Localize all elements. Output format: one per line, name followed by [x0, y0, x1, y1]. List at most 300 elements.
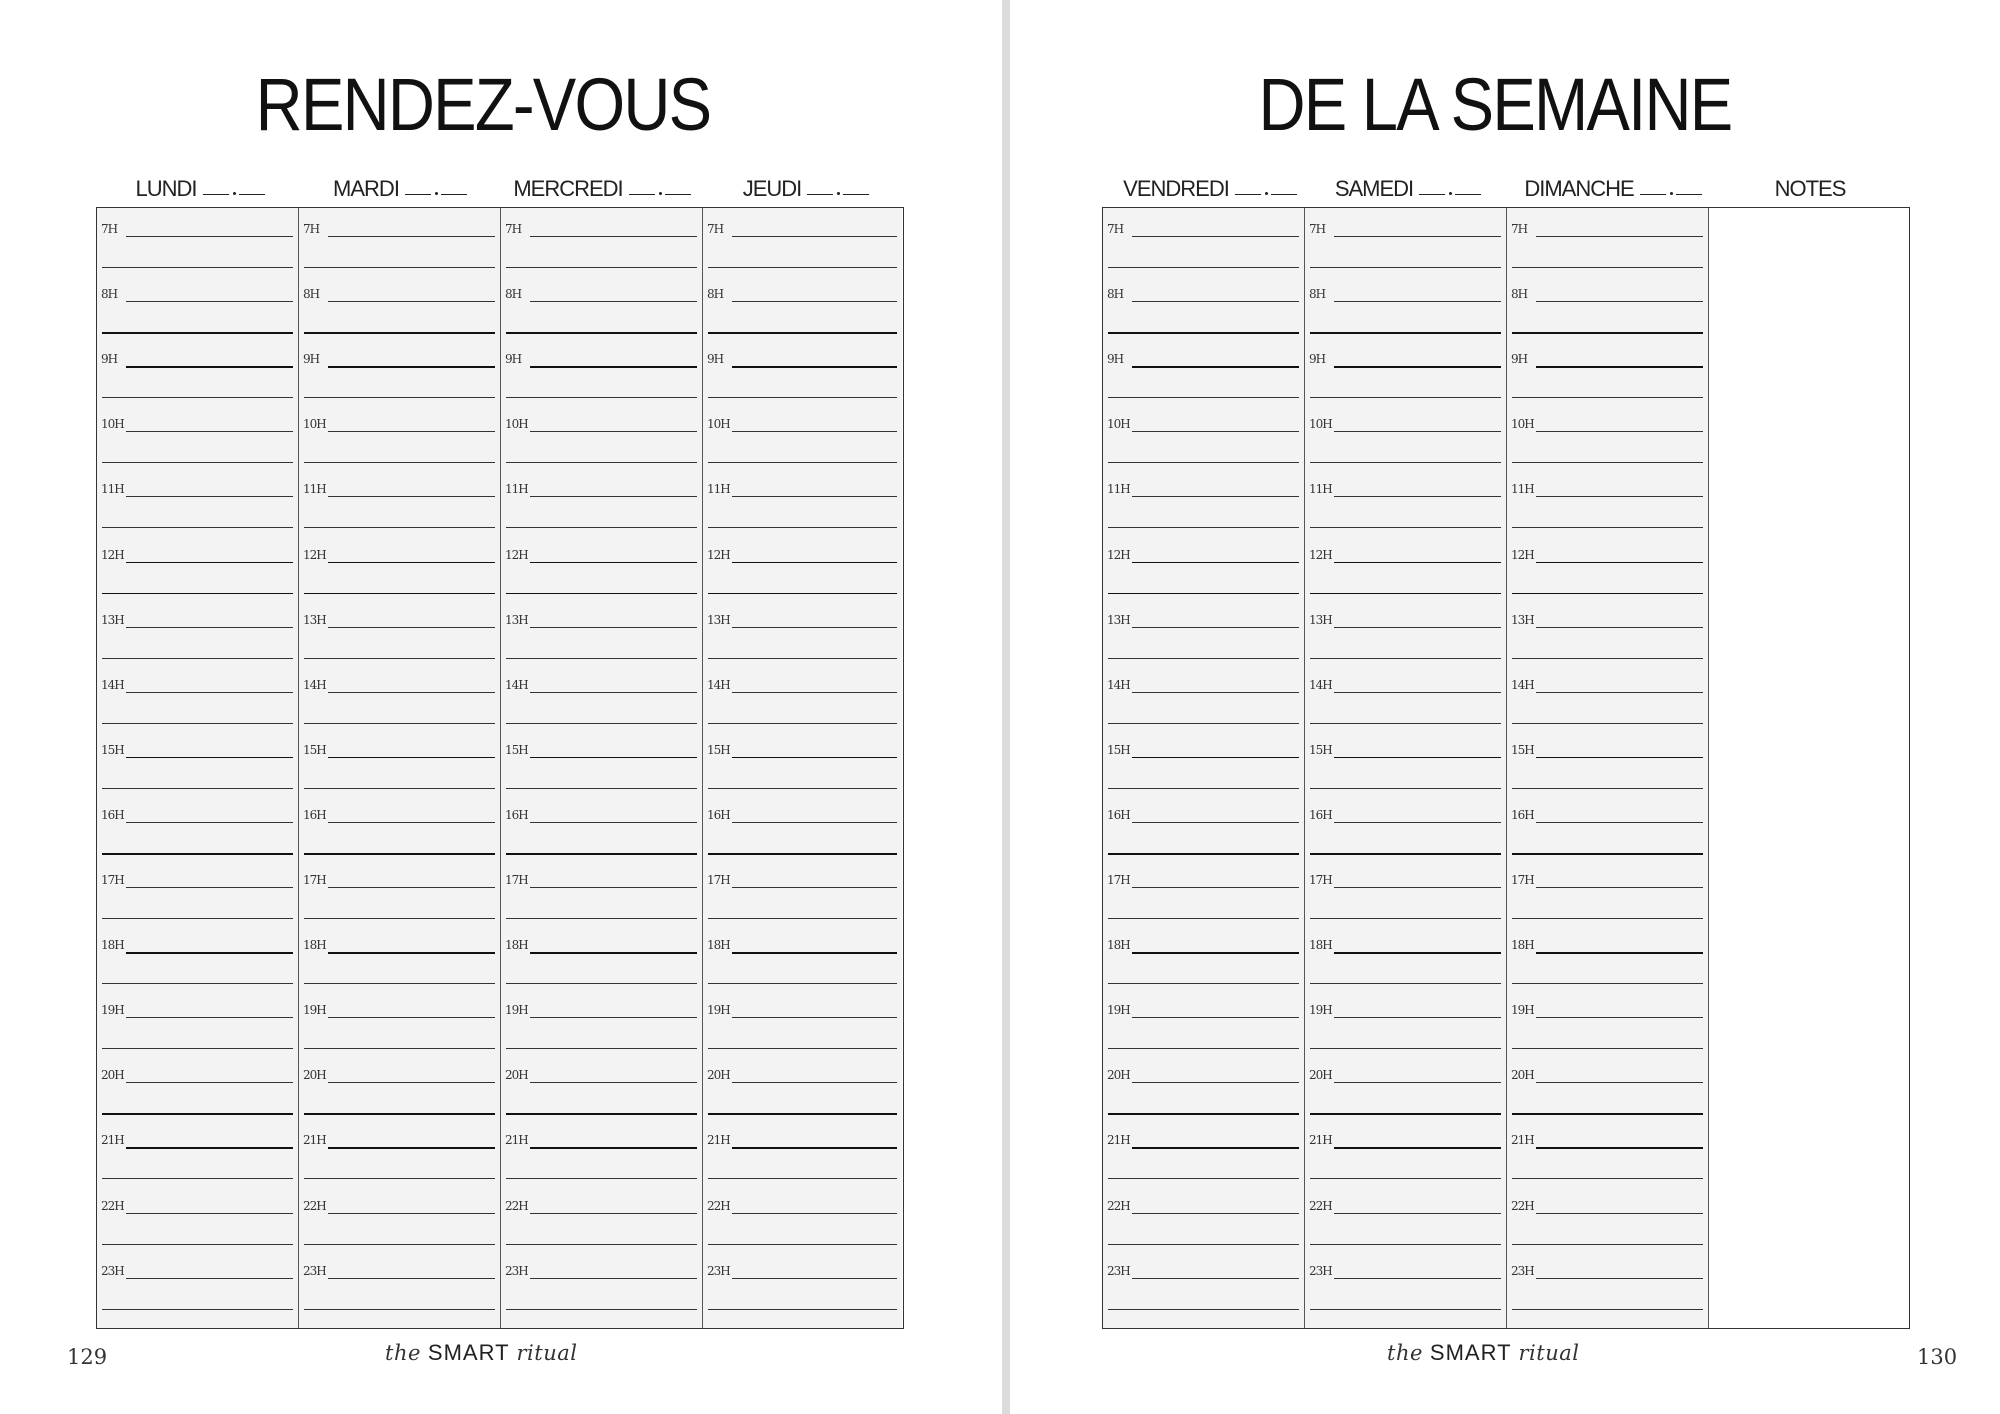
writing-line[interactable]	[1132, 562, 1299, 564]
writing-line[interactable]	[708, 397, 897, 398]
writing-line[interactable]	[1310, 983, 1501, 984]
writing-line[interactable]	[530, 366, 697, 368]
writing-line[interactable]	[304, 397, 495, 398]
writing-line[interactable]	[1334, 236, 1501, 237]
writing-line[interactable]	[506, 658, 697, 659]
time-slot[interactable]	[1507, 865, 1708, 930]
writing-line[interactable]	[1334, 1213, 1501, 1214]
time-slot[interactable]	[97, 540, 298, 605]
writing-line[interactable]	[126, 1147, 293, 1149]
writing-line[interactable]	[1310, 1113, 1501, 1115]
writing-line[interactable]	[530, 562, 697, 564]
writing-line[interactable]	[530, 1082, 697, 1083]
writing-line[interactable]	[708, 918, 897, 919]
time-slot[interactable]	[1103, 1060, 1304, 1125]
writing-line[interactable]	[708, 1113, 897, 1115]
time-slot[interactable]	[1305, 409, 1506, 474]
time-slot[interactable]	[703, 995, 902, 1060]
writing-line[interactable]	[1108, 397, 1299, 398]
writing-line[interactable]	[708, 1178, 897, 1179]
writing-line[interactable]	[328, 627, 495, 628]
time-slot[interactable]	[1305, 605, 1506, 670]
writing-line[interactable]	[328, 366, 495, 368]
writing-line[interactable]	[126, 301, 293, 302]
time-slot[interactable]	[299, 540, 500, 605]
time-slot[interactable]	[703, 670, 902, 735]
writing-line[interactable]	[126, 496, 293, 497]
date-blank[interactable]	[1235, 180, 1297, 196]
writing-line[interactable]	[304, 723, 495, 724]
writing-line[interactable]	[506, 918, 697, 919]
writing-line[interactable]	[102, 527, 293, 528]
time-slot[interactable]	[97, 930, 298, 995]
writing-line[interactable]	[102, 332, 293, 334]
writing-line[interactable]	[1310, 332, 1501, 334]
writing-line[interactable]	[328, 757, 495, 759]
writing-line[interactable]	[1536, 952, 1703, 954]
writing-line[interactable]	[102, 918, 293, 919]
writing-line[interactable]	[732, 366, 897, 368]
writing-line[interactable]	[708, 983, 897, 984]
writing-line[interactable]	[506, 462, 697, 463]
writing-line[interactable]	[304, 918, 495, 919]
writing-line[interactable]	[1536, 1147, 1703, 1149]
time-slot[interactable]	[501, 344, 702, 409]
writing-line[interactable]	[1132, 366, 1299, 368]
writing-line[interactable]	[1536, 887, 1703, 888]
writing-line[interactable]	[1512, 462, 1703, 463]
writing-line[interactable]	[1536, 1017, 1703, 1018]
time-slot[interactable]	[1103, 1125, 1304, 1190]
time-slot[interactable]	[703, 1191, 902, 1256]
time-slot[interactable]	[1103, 214, 1304, 279]
writing-line[interactable]	[126, 757, 293, 759]
writing-line[interactable]	[1310, 723, 1501, 724]
writing-line[interactable]	[1310, 267, 1501, 268]
writing-line[interactable]	[708, 1244, 897, 1245]
writing-line[interactable]	[530, 236, 697, 237]
writing-line[interactable]	[304, 1178, 495, 1179]
writing-line[interactable]	[1132, 757, 1299, 759]
time-slot[interactable]	[1507, 930, 1708, 995]
writing-line[interactable]	[1132, 236, 1299, 237]
writing-line[interactable]	[304, 267, 495, 268]
writing-line[interactable]	[1108, 462, 1299, 463]
writing-line[interactable]	[506, 1244, 697, 1245]
writing-line[interactable]	[1512, 723, 1703, 724]
writing-line[interactable]	[506, 1048, 697, 1049]
writing-line[interactable]	[1310, 1309, 1501, 1310]
time-slot[interactable]	[1305, 344, 1506, 409]
time-slot[interactable]	[1305, 540, 1506, 605]
time-slot[interactable]	[97, 474, 298, 539]
time-slot[interactable]	[1103, 930, 1304, 995]
writing-line[interactable]	[1108, 1244, 1299, 1245]
writing-line[interactable]	[732, 692, 897, 693]
writing-line[interactable]	[304, 1244, 495, 1245]
writing-line[interactable]	[530, 301, 697, 302]
writing-line[interactable]	[328, 692, 495, 693]
writing-line[interactable]	[126, 431, 293, 432]
writing-line[interactable]	[126, 887, 293, 888]
time-slot[interactable]	[97, 1256, 298, 1321]
writing-line[interactable]	[708, 462, 897, 463]
time-slot[interactable]	[299, 1060, 500, 1125]
writing-line[interactable]	[102, 397, 293, 398]
writing-line[interactable]	[304, 853, 495, 855]
writing-line[interactable]	[1108, 983, 1299, 984]
writing-line[interactable]	[1132, 431, 1299, 432]
time-slot[interactable]	[97, 865, 298, 930]
time-slot[interactable]	[1103, 474, 1304, 539]
writing-line[interactable]	[1536, 366, 1703, 368]
time-slot[interactable]	[1507, 1060, 1708, 1125]
writing-line[interactable]	[1512, 983, 1703, 984]
writing-line[interactable]	[530, 496, 697, 497]
writing-line[interactable]	[530, 822, 697, 823]
writing-line[interactable]	[1132, 1278, 1299, 1279]
writing-line[interactable]	[1536, 562, 1703, 564]
time-slot[interactable]	[501, 1256, 702, 1321]
time-slot[interactable]	[299, 344, 500, 409]
writing-line[interactable]	[102, 853, 293, 855]
writing-line[interactable]	[1310, 658, 1501, 659]
time-slot[interactable]	[501, 1060, 702, 1125]
time-slot[interactable]	[1103, 605, 1304, 670]
time-slot[interactable]	[1305, 1060, 1506, 1125]
writing-line[interactable]	[530, 1017, 697, 1018]
writing-line[interactable]	[1334, 1082, 1501, 1083]
writing-line[interactable]	[732, 562, 897, 564]
time-slot[interactable]	[299, 670, 500, 735]
writing-line[interactable]	[1536, 1278, 1703, 1279]
writing-line[interactable]	[530, 1213, 697, 1214]
writing-line[interactable]	[1334, 1278, 1501, 1279]
writing-line[interactable]	[1132, 887, 1299, 888]
time-slot[interactable]	[299, 409, 500, 474]
writing-line[interactable]	[126, 952, 293, 954]
writing-line[interactable]	[1334, 692, 1501, 693]
time-slot[interactable]	[703, 865, 902, 930]
writing-line[interactable]	[1108, 593, 1299, 595]
writing-line[interactable]	[708, 723, 897, 724]
time-slot[interactable]	[1305, 474, 1506, 539]
writing-line[interactable]	[732, 236, 897, 237]
writing-line[interactable]	[530, 1147, 697, 1149]
writing-line[interactable]	[732, 431, 897, 432]
time-slot[interactable]	[97, 800, 298, 865]
time-slot[interactable]	[703, 214, 902, 279]
writing-line[interactable]	[1132, 822, 1299, 823]
writing-line[interactable]	[304, 1309, 495, 1310]
writing-line[interactable]	[328, 1017, 495, 1018]
writing-line[interactable]	[126, 366, 293, 368]
writing-line[interactable]	[1132, 496, 1299, 497]
time-slot[interactable]	[299, 995, 500, 1060]
writing-line[interactable]	[1512, 397, 1703, 398]
time-slot[interactable]	[703, 1125, 902, 1190]
writing-line[interactable]	[732, 627, 897, 628]
writing-line[interactable]	[1310, 1178, 1501, 1179]
time-slot[interactable]	[703, 735, 902, 800]
writing-line[interactable]	[1536, 627, 1703, 628]
writing-line[interactable]	[506, 527, 697, 528]
writing-line[interactable]	[732, 822, 897, 823]
time-slot[interactable]	[501, 409, 702, 474]
writing-line[interactable]	[1310, 1244, 1501, 1245]
writing-line[interactable]	[1334, 822, 1501, 823]
time-slot[interactable]	[1305, 1191, 1506, 1256]
writing-line[interactable]	[102, 788, 293, 789]
writing-line[interactable]	[328, 431, 495, 432]
time-slot[interactable]	[299, 605, 500, 670]
time-slot[interactable]	[97, 279, 298, 344]
writing-line[interactable]	[506, 332, 697, 334]
time-slot[interactable]	[501, 1125, 702, 1190]
writing-line[interactable]	[1108, 918, 1299, 919]
writing-line[interactable]	[328, 301, 495, 302]
time-slot[interactable]	[703, 540, 902, 605]
time-slot[interactable]	[97, 409, 298, 474]
writing-line[interactable]	[1536, 757, 1703, 759]
time-slot[interactable]	[1305, 1256, 1506, 1321]
writing-line[interactable]	[1536, 1082, 1703, 1083]
time-slot[interactable]	[1507, 409, 1708, 474]
writing-line[interactable]	[732, 301, 897, 302]
writing-line[interactable]	[1132, 952, 1299, 954]
writing-line[interactable]	[530, 431, 697, 432]
writing-line[interactable]	[1132, 301, 1299, 302]
writing-line[interactable]	[102, 1113, 293, 1115]
writing-line[interactable]	[1512, 1048, 1703, 1049]
writing-line[interactable]	[304, 462, 495, 463]
time-slot[interactable]	[1103, 540, 1304, 605]
writing-line[interactable]	[506, 1178, 697, 1179]
writing-line[interactable]	[1334, 627, 1501, 628]
time-slot[interactable]	[299, 930, 500, 995]
writing-line[interactable]	[304, 332, 495, 334]
time-slot[interactable]	[1507, 540, 1708, 605]
writing-line[interactable]	[708, 527, 897, 528]
date-blank[interactable]	[807, 180, 869, 196]
writing-line[interactable]	[126, 692, 293, 693]
time-slot[interactable]	[1103, 670, 1304, 735]
writing-line[interactable]	[1132, 1082, 1299, 1083]
writing-line[interactable]	[102, 1048, 293, 1049]
writing-line[interactable]	[530, 1278, 697, 1279]
writing-line[interactable]	[328, 952, 495, 954]
time-slot[interactable]	[1103, 995, 1304, 1060]
time-slot[interactable]	[299, 1191, 500, 1256]
time-slot[interactable]	[1103, 409, 1304, 474]
writing-line[interactable]	[1512, 1178, 1703, 1179]
writing-line[interactable]	[1310, 918, 1501, 919]
writing-line[interactable]	[708, 788, 897, 789]
writing-line[interactable]	[304, 1048, 495, 1049]
time-slot[interactable]	[97, 1191, 298, 1256]
writing-line[interactable]	[1512, 1244, 1703, 1245]
time-slot[interactable]	[501, 670, 702, 735]
time-slot[interactable]	[1103, 865, 1304, 930]
time-slot[interactable]	[97, 344, 298, 409]
writing-line[interactable]	[1334, 887, 1501, 888]
writing-line[interactable]	[732, 1017, 897, 1018]
writing-line[interactable]	[1536, 431, 1703, 432]
writing-line[interactable]	[102, 983, 293, 984]
writing-line[interactable]	[732, 1278, 897, 1279]
writing-line[interactable]	[1512, 1113, 1703, 1115]
writing-line[interactable]	[304, 527, 495, 528]
time-slot[interactable]	[1103, 1191, 1304, 1256]
writing-line[interactable]	[1310, 788, 1501, 789]
writing-line[interactable]	[1310, 1048, 1501, 1049]
writing-line[interactable]	[506, 267, 697, 268]
writing-line[interactable]	[506, 983, 697, 984]
writing-line[interactable]	[708, 658, 897, 659]
writing-line[interactable]	[732, 496, 897, 497]
time-slot[interactable]	[501, 605, 702, 670]
writing-line[interactable]	[1334, 757, 1501, 759]
time-slot[interactable]	[1305, 279, 1506, 344]
writing-line[interactable]	[1108, 332, 1299, 334]
time-slot[interactable]	[703, 800, 902, 865]
writing-line[interactable]	[328, 562, 495, 564]
time-slot[interactable]	[1305, 995, 1506, 1060]
time-slot[interactable]	[1507, 344, 1708, 409]
writing-line[interactable]	[1310, 593, 1501, 595]
time-slot[interactable]	[501, 865, 702, 930]
writing-line[interactable]	[328, 1082, 495, 1083]
writing-line[interactable]	[102, 593, 293, 595]
writing-line[interactable]	[126, 236, 293, 237]
writing-line[interactable]	[304, 1113, 495, 1115]
time-slot[interactable]	[1103, 279, 1304, 344]
writing-line[interactable]	[732, 1147, 897, 1149]
time-slot[interactable]	[1305, 930, 1506, 995]
time-slot[interactable]	[1507, 735, 1708, 800]
writing-line[interactable]	[1108, 658, 1299, 659]
time-slot[interactable]	[501, 800, 702, 865]
time-slot[interactable]	[1507, 279, 1708, 344]
writing-line[interactable]	[328, 1213, 495, 1214]
writing-line[interactable]	[732, 1082, 897, 1083]
writing-line[interactable]	[1310, 462, 1501, 463]
time-slot[interactable]	[501, 474, 702, 539]
time-slot[interactable]	[703, 474, 902, 539]
writing-line[interactable]	[1108, 853, 1299, 855]
time-slot[interactable]	[703, 409, 902, 474]
time-slot[interactable]	[1103, 800, 1304, 865]
writing-line[interactable]	[1512, 658, 1703, 659]
time-slot[interactable]	[703, 344, 902, 409]
writing-line[interactable]	[506, 1309, 697, 1310]
time-slot[interactable]	[1507, 474, 1708, 539]
writing-line[interactable]	[732, 1213, 897, 1214]
writing-line[interactable]	[1512, 918, 1703, 919]
time-slot[interactable]	[703, 1060, 902, 1125]
time-slot[interactable]	[1305, 214, 1506, 279]
time-slot[interactable]	[97, 214, 298, 279]
writing-line[interactable]	[304, 983, 495, 984]
writing-line[interactable]	[1334, 562, 1501, 564]
writing-line[interactable]	[1108, 723, 1299, 724]
writing-line[interactable]	[1334, 1017, 1501, 1018]
time-slot[interactable]	[1103, 344, 1304, 409]
time-slot[interactable]	[1507, 670, 1708, 735]
writing-line[interactable]	[1512, 527, 1703, 528]
time-slot[interactable]	[501, 735, 702, 800]
writing-line[interactable]	[1108, 1178, 1299, 1179]
time-slot[interactable]	[1103, 1256, 1304, 1321]
time-slot[interactable]	[1305, 865, 1506, 930]
time-slot[interactable]	[501, 540, 702, 605]
date-blank[interactable]	[405, 180, 467, 196]
time-slot[interactable]	[1507, 1125, 1708, 1190]
time-slot[interactable]	[1305, 1125, 1506, 1190]
time-slot[interactable]	[501, 279, 702, 344]
time-slot[interactable]	[703, 930, 902, 995]
writing-line[interactable]	[530, 887, 697, 888]
writing-line[interactable]	[1512, 267, 1703, 268]
date-blank[interactable]	[629, 180, 691, 196]
writing-line[interactable]	[732, 887, 897, 888]
writing-line[interactable]	[126, 627, 293, 628]
date-blank[interactable]	[1640, 180, 1702, 196]
time-slot[interactable]	[703, 1256, 902, 1321]
writing-line[interactable]	[126, 1082, 293, 1083]
writing-line[interactable]	[1132, 1213, 1299, 1214]
writing-line[interactable]	[328, 236, 495, 237]
writing-line[interactable]	[1132, 1017, 1299, 1018]
writing-line[interactable]	[1334, 952, 1501, 954]
time-slot[interactable]	[299, 865, 500, 930]
writing-line[interactable]	[708, 853, 897, 855]
writing-line[interactable]	[506, 1113, 697, 1115]
writing-line[interactable]	[1132, 692, 1299, 693]
time-slot[interactable]	[299, 474, 500, 539]
time-slot[interactable]	[97, 605, 298, 670]
writing-line[interactable]	[1310, 527, 1501, 528]
writing-line[interactable]	[530, 757, 697, 759]
time-slot[interactable]	[299, 279, 500, 344]
date-blank[interactable]	[1419, 180, 1481, 196]
time-slot[interactable]	[299, 214, 500, 279]
writing-line[interactable]	[708, 267, 897, 268]
writing-line[interactable]	[1334, 1147, 1501, 1149]
writing-line[interactable]	[102, 462, 293, 463]
writing-line[interactable]	[1334, 366, 1501, 368]
writing-line[interactable]	[1108, 1113, 1299, 1115]
date-blank[interactable]	[203, 180, 265, 196]
writing-line[interactable]	[328, 887, 495, 888]
writing-line[interactable]	[102, 723, 293, 724]
writing-line[interactable]	[126, 822, 293, 823]
time-slot[interactable]	[299, 1256, 500, 1321]
writing-line[interactable]	[506, 593, 697, 595]
writing-line[interactable]	[506, 397, 697, 398]
writing-line[interactable]	[1108, 788, 1299, 789]
writing-line[interactable]	[506, 723, 697, 724]
writing-line[interactable]	[1108, 527, 1299, 528]
time-slot[interactable]	[1507, 800, 1708, 865]
time-slot[interactable]	[501, 1191, 702, 1256]
writing-line[interactable]	[126, 1278, 293, 1279]
writing-line[interactable]	[506, 853, 697, 855]
time-slot[interactable]	[703, 605, 902, 670]
writing-line[interactable]	[304, 658, 495, 659]
writing-line[interactable]	[102, 1309, 293, 1310]
time-slot[interactable]	[1507, 995, 1708, 1060]
